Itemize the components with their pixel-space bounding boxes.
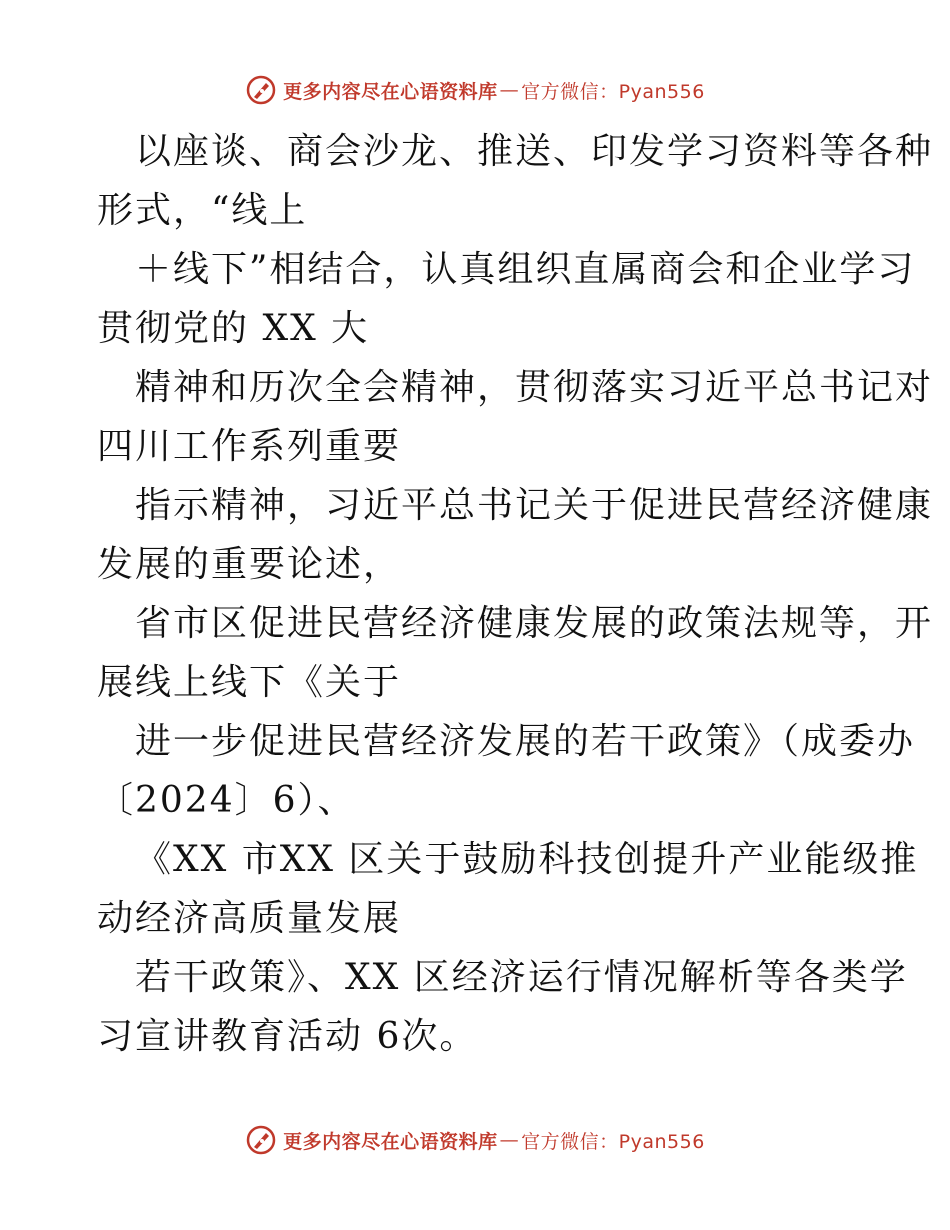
- body-line: 习宣讲教育活动 6次。: [97, 1016, 478, 1057]
- pen-nib-logo-icon: [245, 74, 277, 106]
- body-line: 四川工作系列重要: [97, 426, 402, 467]
- document-body: [97, 122, 934, 1066]
- body-line: 精神和历次全会精神，贯彻落实习近平总书记对: [135, 367, 934, 408]
- body-line: ＋线下”相结合，认真组织直属商会和企业学习: [135, 249, 916, 290]
- footer-brand: 更多内容尽在心语资料库: [283, 1130, 498, 1153]
- body-line: 发展的重要论述，: [97, 544, 402, 585]
- footer-separator: —: [499, 1129, 520, 1151]
- body-line: 省市区促进民营经济健康发展的政策法规等，开: [135, 603, 934, 644]
- pen-nib-logo-icon: [245, 1124, 277, 1156]
- body-line: 贯彻党的 XX 大: [97, 308, 370, 349]
- body-line: 动经济高质量发展: [97, 898, 402, 939]
- body-line: 以座谈、商会沙龙、推送、印发学习资料等各种: [135, 131, 934, 172]
- header-watermark: [0, 70, 950, 110]
- header-brand: 更多内容尽在心语资料库: [283, 80, 498, 103]
- body-line: 指示精神，习近平总书记关于促进民营经济健康: [135, 485, 934, 526]
- header-contact: 官方微信：Pyan556: [521, 80, 705, 103]
- header-separator: —: [499, 79, 520, 101]
- footer-watermark: [0, 1120, 950, 1160]
- footer-contact: 官方微信：Pyan556: [521, 1130, 705, 1153]
- body-line: 进一步促进民营经济发展的若干政策》（成委办: [135, 721, 916, 762]
- body-line: 若干政策》、XX 区经济运行情况解析等各类学: [135, 957, 908, 998]
- body-line: 形式，“线上: [97, 190, 308, 231]
- body-line: 展线上线下《关于: [97, 662, 402, 703]
- body-line: 《XX 市XX 区关于鼓励科技创提升产业能级推: [135, 839, 919, 880]
- body-line: 〔2024〕6）、: [97, 780, 356, 821]
